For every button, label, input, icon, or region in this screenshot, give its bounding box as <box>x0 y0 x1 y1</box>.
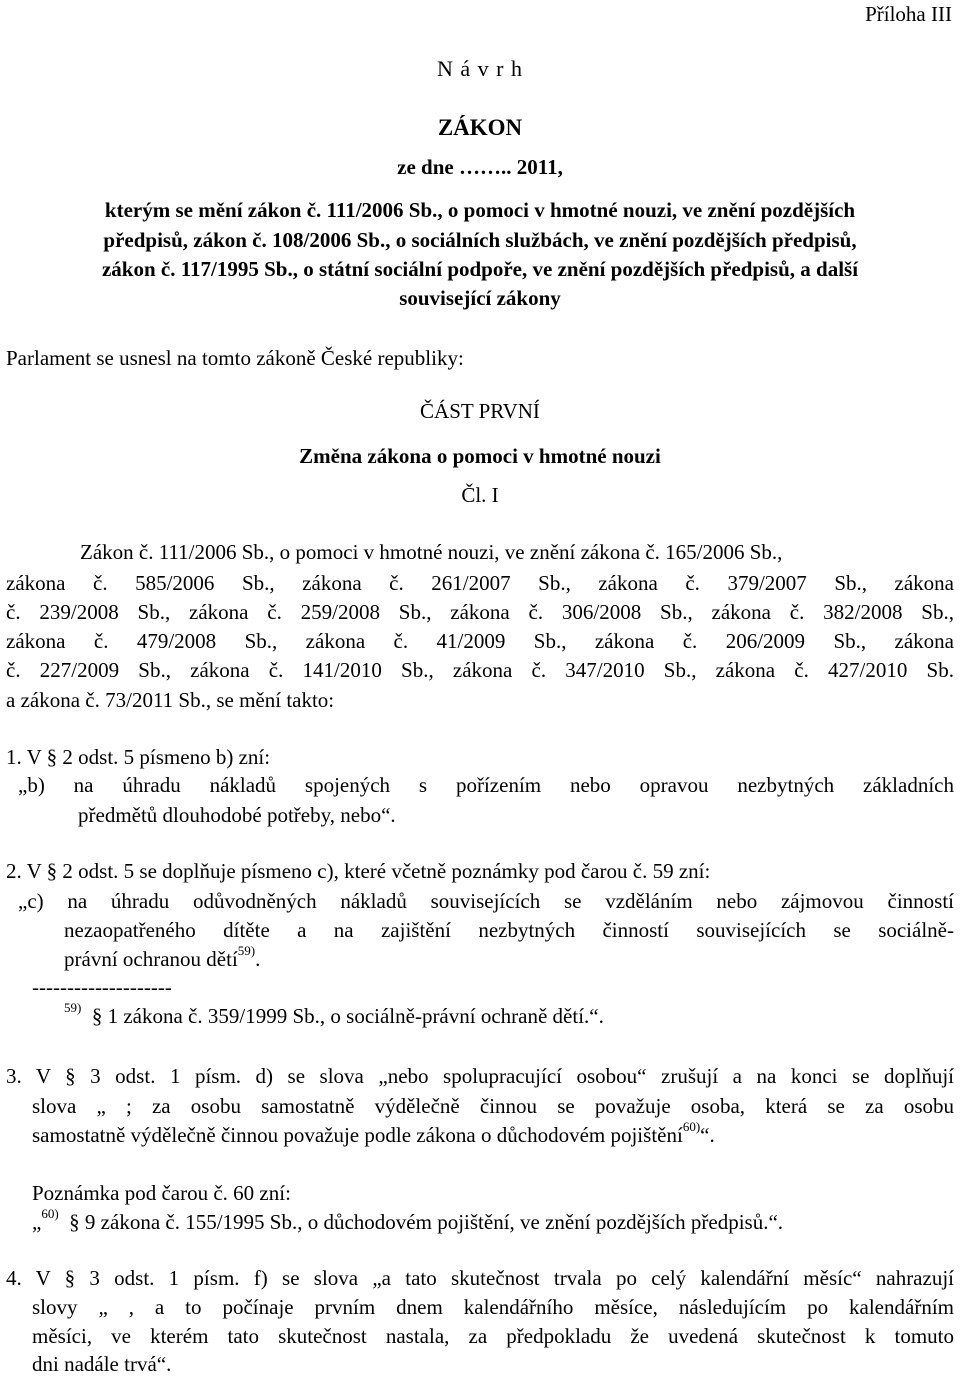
item4-line-3: měsíci, ve kterém tato skutečnost nastala, za předpokladu že uvedená skutečnost k tomuto <box>32 1324 954 1348</box>
date-line: ze dne …….. 2011, <box>397 155 563 179</box>
article-number: Čl. I <box>461 483 499 507</box>
footnote-rule: -------------------- <box>32 975 172 999</box>
part-title: ČÁST PRVNÍ <box>420 399 540 423</box>
item4-line-4: dni nadále trvá“. <box>32 1352 172 1376</box>
item1-head: 1. V § 2 odst. 5 písmeno b) zní: <box>6 745 271 769</box>
annex-label: Příloha III <box>865 2 952 26</box>
item3-line-1: 3. V § 3 odst. 1 písm. d) se slova „nebo spolupracující osobou“ zrušují a na konci se doplňují <box>6 1064 954 1088</box>
intro-line-2: zákona č. 585/2006 Sb., zákona č. 261/2007 Sb., zákona č. 379/2007 Sb., zákona <box>6 571 954 595</box>
preamble: Parlament se usnesl na tomto zákoně České republiky: <box>6 346 464 370</box>
subject-line-4: související zákony <box>399 286 561 310</box>
footnote-ref-60: 60) <box>682 1119 701 1134</box>
item3-line-3: samostatně výdělečně činnou považuje podle zákona o důchodovém pojištění$^{60)}$“. <box>32 1119 715 1147</box>
part-subtitle: Změna zákona o pomoci v hmotné nouzi <box>299 444 661 468</box>
item2-line-3: právní ochranou dětí$^{59)}$. <box>64 943 261 971</box>
item2-line-1: „c) na úhradu odůvodněných nákladů souvisejících se vzděláním nebo zájmovou činností <box>18 889 954 913</box>
intro-line-6: a zákona č. 73/2011 Sb., se mění takto: <box>6 688 335 712</box>
intro-line-1: Zákon č. 111/2006 Sb., o pomoci v hmotné nouzi, ve znění zákona č. 165/2006 Sb., <box>80 540 783 564</box>
draft-label: N á v r h <box>437 56 523 81</box>
footnote-60: „$^{60)}$ § 9 zákona č. 155/1995 Sb., o důchodovém pojištění, ve znění pozdějších předpisů.“. <box>32 1206 784 1234</box>
item1-line-2: předmětů dlouhodobé potřeby, nebo“. <box>78 803 396 827</box>
intro-line-3: č. 239/2008 Sb., zákona č. 259/2008 Sb., zákona č. 306/2008 Sb., zákona č. 382/2008 Sb., <box>6 600 954 624</box>
item3-line-2: slova „ ; za osobu samostatně výdělečně činnou se považuje osoba, která se za osobu <box>32 1094 954 1118</box>
note-head: Poznámka pod čarou č. 60 zní: <box>32 1181 291 1205</box>
intro-line-5: č. 227/2009 Sb., zákona č. 141/2010 Sb., zákona č. 347/2010 Sb., zákona č. 427/2010 Sb. <box>6 658 954 682</box>
item4-line-2: slovy „ , a to počínaje prvním dnem kalendářního měsíce, následujícím po kalendářním <box>32 1295 954 1319</box>
item1-line-1: „b) na úhradu nákladů spojených s pořízením nebo opravou nezbytných základních <box>18 773 954 797</box>
item4-line-1: 4. V § 3 odst. 1 písm. f) se slova „a tato skutečnost trvala po celý kalendářní měsíc“ nahrazují <box>6 1266 954 1290</box>
item2-head: 2. V § 2 odst. 5 se doplňuje písmeno c), které včetně poznámky pod čarou č. 59 zní: <box>6 859 711 883</box>
intro-line-4: zákona č. 479/2008 Sb., zákona č. 41/2009 Sb., zákona č. 206/2009 Sb., zákona <box>6 629 954 653</box>
footnote-ref-59: 59) <box>237 943 256 958</box>
footnote-59: $^{59)}$ § 1 zákona č. 359/1999 Sb., o sociálně-právní ochraně dětí.“. <box>64 1000 604 1028</box>
law-title: ZÁKON <box>437 115 523 140</box>
subject-line-1: kterým se mění zákon č. 111/2006 Sb., o pomoci v hmotné nouzi, ve znění pozdějších <box>104 198 856 222</box>
subject-line-2: předpisů, zákon č. 108/2006 Sb., o sociálních službách, ve znění pozdějších předpisů, <box>103 228 857 252</box>
item2-line-2: nezaopatřeného dítěte a na zajištění nezbytných činností souvisejících se sociálně- <box>64 918 954 942</box>
subject-line-3: zákon č. 117/1995 Sb., o státní sociální podpoře, ve znění pozdějších předpisů, a další <box>101 257 859 281</box>
